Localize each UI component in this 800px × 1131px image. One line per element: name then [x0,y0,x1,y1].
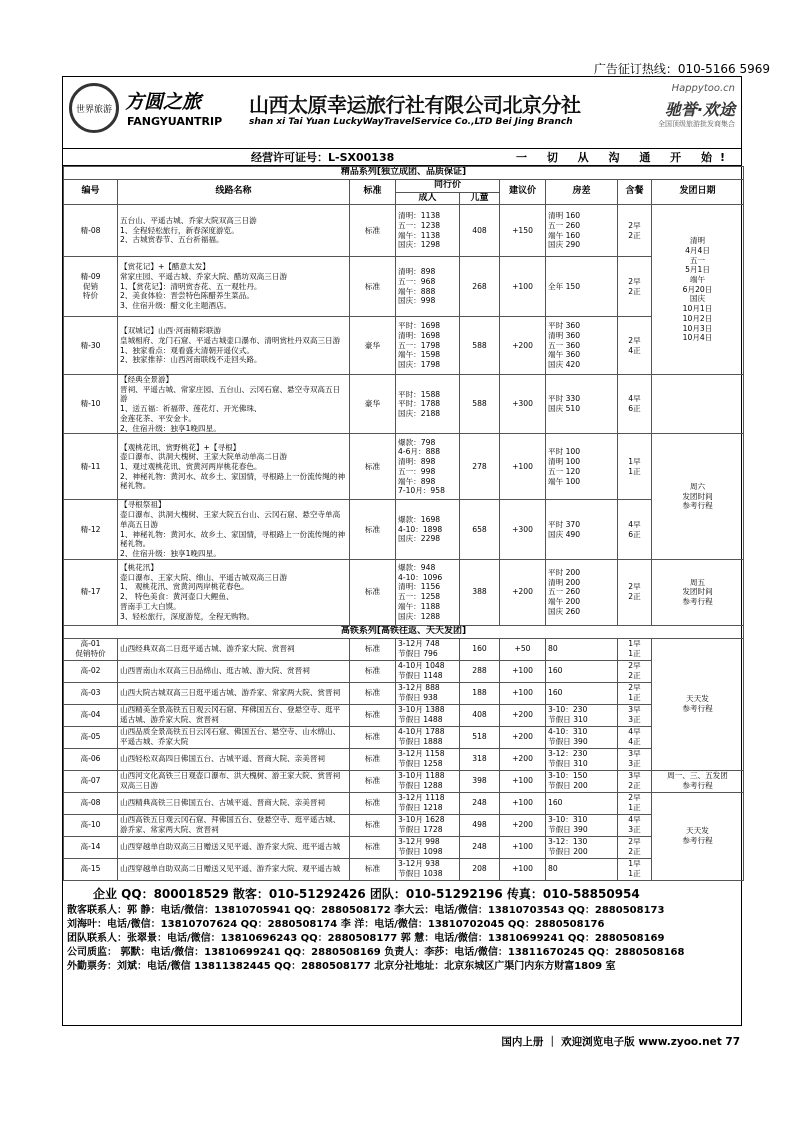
header-room-diff: 房差 [546,180,618,205]
room-diff: 平时 330 国庆 510 [546,375,618,434]
contact-line: 外勤票务：刘斌：电话/微信 13811382445 QQ：2880508177 北京分社地址：北京东城区广渠门内东方财富1809 室 [67,961,616,973]
logo-en: FANGYUANTRIP [127,115,223,128]
adult-price: 清明：1138 五一：1238 端午：1138 国庆：1298 [396,205,460,257]
room-diff: 全年 150 [546,257,618,317]
brand-url: Happytoo.cn [671,83,735,94]
section-title-premium: 精品系列[独立成团、品质保证] [64,167,744,180]
adult-price: 平时：1698 清明：1698 五一：1798 端午：1598 国庆：1798 [396,317,460,375]
meals: 4早 3正 [618,814,652,836]
route-table [63,166,744,881]
adult-price: 3-12月 888 节假日 938 [396,682,460,704]
adult-price: 平时：1588 平时：1788 国庆：2188 [396,375,460,434]
room-diff: 平时 100 清明 100 五一 120 端午 100 [546,434,618,500]
route-name: 山西穿越单自助双高三日赠送又见平遥、游乔家大院、逛平遥古城 [118,836,350,858]
child-price: 388 [460,559,500,625]
table-row [64,704,744,726]
route-code: 高-03 [64,682,118,704]
table-row [64,792,744,814]
adult-price: 爆款：1698 4-10：1898 国庆：2298 [396,500,460,559]
suggested-price: +300 [500,375,546,434]
meals: 2早 2正 [618,205,652,257]
room-diff: 3-10：310 节假日 390 [546,814,618,836]
route-name: 【赏花记】+【醋意太发】 常家庄园、平遥古城、乔家大院、醋坊双高三日游 1、【赏花记】：清明赏杏花、五一观牡丹。 2、美食体验：晋尝特色陈醋养生菜品。 3、住宿升级：醋文化主题酒店。 [118,257,350,317]
adult-price: 3-10月 1628 节假日 1728 [396,814,460,836]
room-diff: 3-10：230 节假日 310 [546,704,618,726]
route-standard: 标准 [350,748,396,770]
child-price: 408 [460,205,500,257]
suggested-price: +100 [500,792,546,814]
child-price: 518 [460,726,500,748]
suggested-price: +200 [500,317,546,375]
adult-price: 爆款：798 4-6月：888 清明：898 五一：998 端午：898 7-10月：958 [396,434,460,500]
meals: 2早 2正 [618,836,652,858]
table-row [64,317,744,375]
meals: 2早 4正 [618,317,652,375]
route-standard: 标准 [350,559,396,625]
logo-badge-icon [69,83,119,133]
child-price: 248 [460,836,500,858]
route-standard: 豪华 [350,375,396,434]
route-standard: 标准 [350,660,396,682]
room-diff: 160 [546,682,618,704]
adult-price: 4-10月 1788 节假日 1888 [396,726,460,748]
route-code: 高-07 [64,770,118,792]
header-route: 线路名称 [118,180,350,205]
route-standard: 标准 [350,434,396,500]
route-standard: 标准 [350,726,396,748]
route-standard: 标准 [350,500,396,559]
adult-price: 3-12月 998 节假日 1098 [396,836,460,858]
child-price: 318 [460,748,500,770]
child-price: 398 [460,770,500,792]
route-standard: 标准 [350,836,396,858]
header-peer-price: 同行价 [396,180,500,193]
child-price: 588 [460,317,500,375]
route-standard: 标准 [350,205,396,257]
room-diff: 80 [546,858,618,880]
room-diff: 160 [546,660,618,682]
header-meals: 含餐 [618,180,652,205]
route-standard: 标准 [350,638,396,660]
meals: 4早 4正 [618,726,652,748]
departure-date: 周六 发团时间 参考行程 [652,434,744,559]
meals: 3早 3正 [618,704,652,726]
room-diff: 平时 370 国庆 490 [546,500,618,559]
header-code: 编号 [64,180,118,205]
route-standard: 标准 [350,858,396,880]
route-name: 【桃花汛】 壶口瀑布、王家大院、绵山、平遥古城双高三日游 1、 观桃花汛、赏黄河两岸桃花春色。 2、 特色美食：黄河壶口大鲤鱼、 晋南手工大白馍。 3、轻松旅行，深度游览，全程无购物。 [118,559,350,625]
route-name: 山西高铁五日观云冈石窟、拜佛国五台、登悬空寺、逛平遥古城、游乔家、常家两大院、赏晋祠 [118,814,350,836]
route-standard: 标准 [350,257,396,317]
header-departure-date: 发团日期 [652,180,744,205]
table-row [64,434,744,500]
departure-date: 天天发 参考行程 [652,792,744,880]
meals: 1早 1正 [618,858,652,880]
route-code: 高-15 [64,858,118,880]
route-name: 【经典全景游】 晋祠、平遥古城、常家庄园、五台山、云冈石窟、悬空寺双高五日游 1、送五福：祈福带、莲花灯、开光佛珠、 金莲花茶、平安金卡。 2、住宿升级：独享1晚四星。 [118,375,350,434]
meals: 3早 3正 [618,748,652,770]
route-code: 高-02 [64,660,118,682]
meals: 1早 1正 [618,434,652,500]
suggested-price: +200 [500,704,546,726]
route-code: 精-30 [64,317,118,375]
header [63,77,741,149]
child-price: 160 [460,638,500,660]
adult-price: 3-12月 748 节假日 796 [396,638,460,660]
section-title-highspeed: 高铁系列[高铁往返、天天发团] [64,625,744,638]
child-price: 208 [460,858,500,880]
company-name-en: shan xi Tai Yuan LuckyWayTravelService Co.,LTD Bei Jing Branch [249,117,573,127]
departure-date: 天天发 参考行程 [652,638,744,770]
route-name: 山西精典高铁三日佛国五台、古城平遥、晋商大院、亲美晋祠 [118,792,350,814]
meals: 4早 6正 [618,375,652,434]
logo-badge-text: 世界旅游 [75,104,112,115]
meals: 1早 1正 [618,638,652,660]
page-footer: 国内上册 ｜ 欢迎浏览电子版 www.zyoo.net 77 [501,1036,740,1048]
table-row [64,205,744,257]
adult-price: 4-10月 1048 节假日 1148 [396,660,460,682]
route-code: 高-10 [64,814,118,836]
suggested-price: +200 [500,814,546,836]
table-row [64,682,744,704]
child-price: 588 [460,375,500,434]
route-name: 山西经典双高二日逛平遥古城、游乔家大院、赏晋祠 [118,638,350,660]
room-diff: 80 [546,638,618,660]
room-diff: 160 [546,792,618,814]
route-code: 精-17 [64,559,118,625]
adult-price: 3-12月 938 节假日 1038 [396,858,460,880]
child-price: 498 [460,814,500,836]
route-name: 山西大院古城双高三日逛平遥古城、游乔家、常家两大院、赏晋祠 [118,682,350,704]
suggested-price: +200 [500,726,546,748]
departure-date: 清明 4月4日 五一 5月1日 端午 6月20日 国庆 10月1日 10月2日 10月3日 10月4日 [652,205,744,375]
route-name: 山西精美全景高铁五日观云冈石窟、拜佛国五台、登悬空寺、逛平遥古城、游乔家大院、赏晋祠 [118,704,350,726]
contact-line: 刘海叶：电话/微信：13810707624 QQ：2880508174 李 洋：电话/微信：13810702045 QQ：2880508176 [67,918,605,930]
route-standard: 标准 [350,792,396,814]
meals: 4早 6正 [618,500,652,559]
header-adult: 成人 [396,192,460,205]
route-code: 高-01 促销特价 [64,638,118,660]
child-price: 288 [460,660,500,682]
header-standard: 标准 [350,180,396,205]
route-standard: 豪华 [350,317,396,375]
departure-date [652,375,744,434]
contact-hotlines: 企业 QQ：800018529 散客：010-51292426 团队：010-51292196 传真：010-58850954 [93,886,640,901]
suggested-price: +100 [500,682,546,704]
route-standard: 标准 [350,814,396,836]
adult-price: 3-10月 1388 节假日 1488 [396,704,460,726]
suggested-price: +100 [500,770,546,792]
table-row [64,257,744,317]
suggested-price: +50 [500,638,546,660]
departure-date: 周一、三、五发团 参考行程 [652,770,744,792]
route-code: 精-10 [64,375,118,434]
table-row [64,375,744,434]
meals: 2早 2正 [618,257,652,317]
brand-name: 驰誉·欢途 [664,100,735,119]
departure-date: 周五 发团时间 参考行程 [652,559,744,625]
route-code: 精-09 促销 特价 [64,257,118,317]
child-price: 248 [460,792,500,814]
child-price: 658 [460,500,500,559]
table-row [64,836,744,858]
route-name: 山西轻松双高四日佛国五台、古城平遥、晋商大院、亲美晋祠 [118,748,350,770]
child-price: 268 [460,257,500,317]
table-row [64,858,744,880]
suggested-price: +100 [500,257,546,317]
table-row [64,500,744,559]
meals: 3早 2正 [618,770,652,792]
suggested-price: +100 [500,858,546,880]
child-price: 408 [460,704,500,726]
room-diff: 平时 360 清明 360 五一 360 端午 360 国庆 420 [546,317,618,375]
route-name: 【寻根祭祖】 壶口瀑布、洪洞大槐树、王家大院五台山、云冈石窟、悬空寺单高单高五日游 1、神秘礼物：黄河水、故乡土、家国情，寻根路上一份流传绳的神秘礼物。 2、住宿升级：独享1晚四星。 [118,500,350,559]
suggested-price: +300 [500,500,546,559]
room-diff: 3-10：150 节假日 200 [546,770,618,792]
company-name-cn: 山西太原幸运旅行社有限公司北京分社 [249,93,581,117]
adult-price: 爆款：948 4-10：1096 清明：1156 五一：1258 端午：1188 国庆：1288 [396,559,460,625]
route-name: 【观桃花讯、赏野桃花】+【寻根】 壶口瀑布、洪洞大槐树、王家大院单动单高二日游 1、观过观桃花讯、赏黄河两岸桃花春色。 2、神秘礼物：黄河水、故乡土、家国情，寻根路上一份流传绳的神秘礼物。 [118,434,350,500]
route-code: 高-08 [64,792,118,814]
suggested-price: +100 [500,660,546,682]
route-name: 山西穿越单自助双高二日赠送又见平遥、游乔家大院、观平遥古城 [118,858,350,880]
header-child: 儿童 [460,192,500,205]
contacts [63,881,741,975]
adult-price: 3-10月 1188 节假日 1288 [396,770,460,792]
route-code: 精-08 [64,205,118,257]
adult-price: 清明：898 五一：968 端午：888 国庆：998 [396,257,460,317]
table-row [64,559,744,625]
route-code: 高-14 [64,836,118,858]
table-row [64,638,744,660]
header-suggested-price: 建议价 [500,180,546,205]
meals: 2早 1正 [618,682,652,704]
table-row [64,660,744,682]
suggested-price: +100 [500,434,546,500]
meals: 2早 2正 [618,660,652,682]
brand-subtitle: 全国顶级旅游批发商集合 [658,120,735,128]
room-diff: 4-10：310 节假日 390 [546,726,618,748]
contact-line: 团队联系人：张翠景：电话/微信：13810696243 QQ：2880508177 郭 慧：电话/微信：13810699241 QQ：2880508169 [67,933,665,945]
route-name: 五台山、平遥古城、乔家大院双高三日游 1、全程轻松旅行，新春深度游览。 2、古城赏春节、五台祈福福。 [118,205,350,257]
table-row [64,726,744,748]
license-number: 经营许可证号：L-SX00138 [251,151,395,164]
table-row [64,770,744,792]
child-price: 188 [460,682,500,704]
room-diff: 平时 200 清明 200 五一 260 端午 200 国庆 260 [546,559,618,625]
route-standard: 标准 [350,682,396,704]
route-code: 高-06 [64,748,118,770]
route-code: 精-11 [64,434,118,500]
meals: 2早 2正 [618,559,652,625]
table-row [64,814,744,836]
meals: 2早 1正 [618,792,652,814]
room-diff: 3-12：230 节假日 310 [546,748,618,770]
slogan: 一 切 从 沟 通 开 始! [516,151,733,164]
logo-cn: 方圆之旅 [125,91,202,113]
route-name: 山西品质全景高铁五日云冈石窟、佛国五台、悬空寺、山水绵山、平遥古城、乔家大院 [118,726,350,748]
ad-hotline: 广告征订热线：010-5166 5969 [593,62,770,76]
route-name: 【双城记】山西·河南精彩联游 皇城相府、龙门石窟、平遥古城壶口瀑布、清明赏杜丹双高三日游 1、独家看点：观看盛大清朝开遥仪式。 2、独家推荐：山西河南联线不走回头路。 [118,317,350,375]
room-diff: 3-12：130 节假日 200 [546,836,618,858]
adult-price: 3-12月 1118 节假日 1218 [396,792,460,814]
route-code: 高-05 [64,726,118,748]
room-diff: 清明 160 五一 260 端午 160 国庆 290 [546,205,618,257]
license-row [63,149,741,166]
route-code: 高-04 [64,704,118,726]
page-frame [62,76,742,1026]
table-row [64,748,744,770]
route-name: 山西晋南山水双高三日品绵山、逛古城、游大院、赏晋祠 [118,660,350,682]
adult-price: 3-12月 1158 节假日 1258 [396,748,460,770]
suggested-price: +150 [500,205,546,257]
contact-line: 公司质监： 郭默：电话/微信：13810699241 QQ：2880508169 负责人：李莎：电话/微信：13811670245 QQ：2880508168 [67,947,685,959]
suggested-price: +200 [500,559,546,625]
route-code: 精-12 [64,500,118,559]
route-standard: 标准 [350,770,396,792]
child-price: 278 [460,434,500,500]
route-standard: 标准 [350,704,396,726]
suggested-price: +200 [500,748,546,770]
contact-line: 散客联系人：郭 静：电话/微信：13810705941 QQ：2880508172 李大云：电话/微信：13810703543 QQ：2880508173 [67,904,665,916]
suggested-price: +100 [500,836,546,858]
route-name: 山西河文化高铁三日观壶口瀑布、洪大槐树、游王家大院、赏晋祠双高三日游 [118,770,350,792]
